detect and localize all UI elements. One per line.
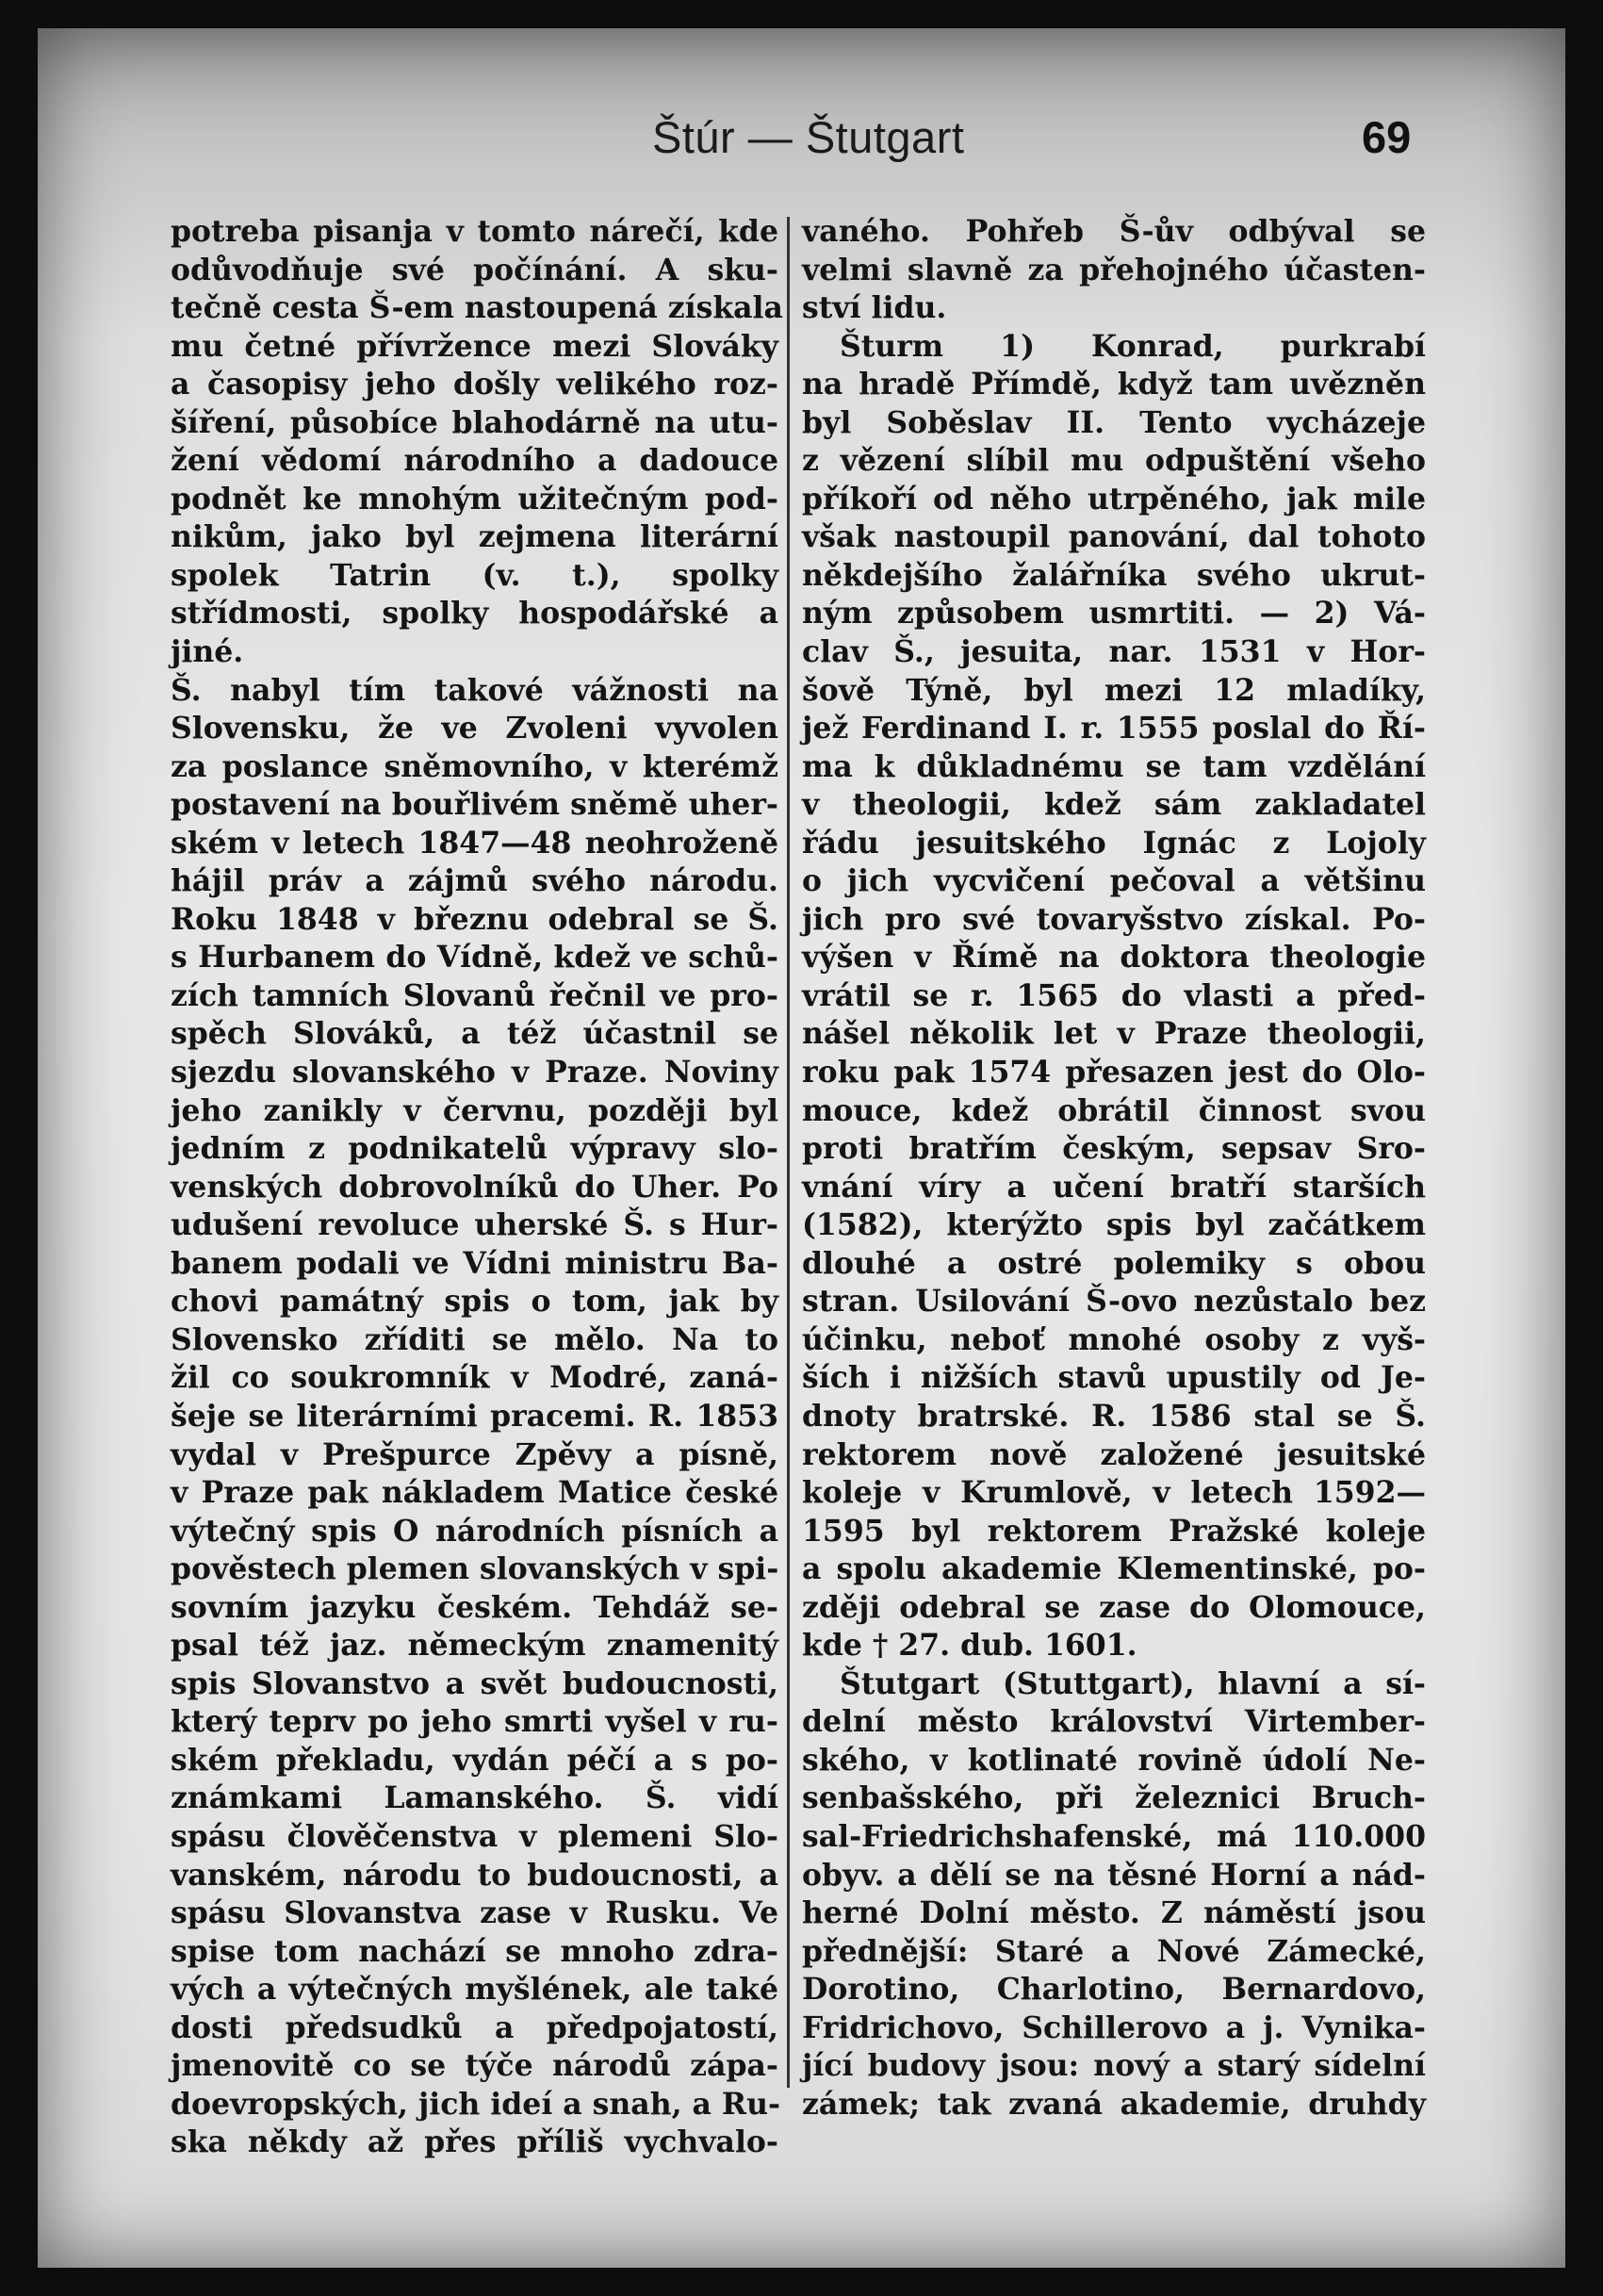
text-line: sal-Friedrichshafenské, má 110.000 — [802, 1818, 1426, 1854]
text-line: někdejšího žalářníka svého ukrut- — [802, 557, 1426, 593]
text-line: zději odebral se zase do Olomouce, — [802, 1589, 1426, 1625]
text-line: koleje v Krumlově, v letech 1592— — [802, 1475, 1426, 1511]
text-line: delní město království Virtember- — [802, 1704, 1426, 1740]
text-line: Slovensku, že ve Zvoleni vyvolen — [171, 711, 778, 746]
text-line: tečně cesta Š-em nastoupená získala — [171, 290, 783, 326]
text-line: herné Dolní město. Z náměstí jsou — [802, 1895, 1426, 1931]
text-line: vých a výtečných myšlének, ale také — [171, 1972, 778, 2008]
text-line: Š. nabyl tím takové vážnosti na — [171, 672, 778, 708]
text-line: výtečný spis O národních písních a — [171, 1513, 778, 1549]
text-line: ným způsobem usmrtiti. — 2) Vá- — [802, 596, 1426, 631]
text-line: odůvodňuje své počínání. A sku- — [171, 252, 778, 287]
text-line: venských dobrovolníků do Uher. Po — [171, 1169, 778, 1205]
text-line: spise tom nachází se mnoho zdra- — [171, 1933, 778, 1969]
text-line: spásu člověčenstva v plemeni Slo- — [171, 1818, 778, 1854]
text-line: ského, v kotlinaté rovině údolí Ne- — [802, 1742, 1426, 1778]
text-line: Dorotino, Charlotino, Bernardovo, — [802, 1972, 1426, 2008]
text-line: přednější: Staré a Nové Zámecké, — [802, 1933, 1426, 1969]
text-line: žil co soukromník v Modré, zaná- — [171, 1360, 778, 1396]
text-line: (1582), kterýžto spis byl začátkem — [802, 1207, 1426, 1243]
text-line: a časopisy jeho došly velikého roz- — [171, 367, 778, 402]
text-line: na hradě Přímdě, když tam uvězněn — [802, 367, 1426, 402]
text-line: velmi slavně za přehojného účasten- — [802, 252, 1426, 287]
text-line: jedním z podnikatelů výpravy slo- — [171, 1131, 778, 1167]
text-line: ství lidu. — [802, 290, 947, 326]
text-line: banem podali ve Vídni ministru Ba- — [171, 1245, 778, 1281]
text-line: ském překladu, vydán péčí a s po- — [171, 1742, 778, 1778]
text-line: byl Soběslav II. Tento vycházeje — [802, 404, 1426, 440]
book-page — [38, 28, 1565, 2268]
text-line: podnět ke mnohým užitečným pod- — [171, 481, 778, 517]
text-line: jící budovy jsou: nový a starý sídelní — [802, 2048, 1426, 2084]
text-line: spásu Slovanstva zase v Rusku. Ve — [171, 1895, 778, 1931]
text-line: šeje se literárními pracemi. R. 1853 — [171, 1398, 778, 1434]
text-line: ma k důkladnému se tam vzdělání — [802, 748, 1426, 784]
text-line: dnoty bratrské. R. 1586 stal se Š. — [802, 1398, 1426, 1434]
text-line: šově Týně, byl mezi 12 mladíky, — [802, 672, 1426, 708]
text-line: příkoří od něho utrpěného, jak mile — [802, 481, 1426, 517]
text-line: sovním jazyku českém. Tehdáž se- — [171, 1589, 778, 1625]
text-line: výšen v Římě na doktora theologie — [802, 940, 1426, 976]
right-column — [802, 213, 1426, 2124]
text-line: postavení na bouřlivém sněmě uher- — [171, 787, 778, 823]
text-line: který teprv po jeho smrti vyšel v ru- — [171, 1704, 778, 1740]
text-line: vanském, národu to budoucnosti, a — [171, 1857, 778, 1893]
text-line: za poslance sněmovního, v kterémž — [171, 748, 778, 784]
page-header — [38, 94, 1565, 179]
text-line: 1595 byl rektorem Pražské koleje — [802, 1513, 1426, 1549]
text-line: o jich vycvičení pečoval a většinu — [802, 863, 1426, 899]
text-line: v Praze pak nákladem Matice české — [171, 1475, 778, 1511]
text-line: dlouhé a ostré polemiky s obou — [802, 1245, 1426, 1281]
text-line: Roku 1848 v březnu odebral se Š. — [171, 901, 778, 937]
page-number: 69 — [1362, 112, 1412, 162]
text-line: v theologii, kdež sám zakladatel — [802, 787, 1426, 823]
text-line: vaného. Pohřeb Š-ův odbýval se — [802, 214, 1426, 249]
text-line: spolek Tatrin (v. t.), spolky střídmosti, spolky hospodářské a jiné. — [171, 557, 778, 670]
text-line: chovi památný spis o tom, jak by — [171, 1284, 778, 1320]
text-line: jež Ferdinand I. r. 1555 poslal do Ří- — [802, 711, 1426, 746]
text-line: s Hurbanem do Vídně, kdež ve schů- — [171, 940, 778, 976]
text-line: proti bratřím českým, sepsav Sro- — [802, 1131, 1426, 1167]
text-line: jmenovitě co se týče národů zápa- — [171, 2048, 778, 2084]
text-line: z vězení slíbil mu odpuštění všeho — [802, 443, 1426, 479]
text-line: zámek; tak zvaná akademie, druhdy — [802, 2086, 1426, 2122]
column-rule — [787, 217, 790, 2088]
text-line: žení vědomí národního a dadouce — [171, 443, 778, 479]
text-line: mu četné přívržence mezi Slováky — [171, 328, 778, 364]
text-line: ších i nižších stavů upustily od Je- — [802, 1360, 1426, 1396]
text-line: psal též jaz. německým znamenitý — [171, 1628, 778, 1664]
text-line: Šturm 1) Konrad, purkrabí — [840, 328, 1426, 364]
text-line: šíření, působíce blahodárně na utu- — [171, 404, 778, 440]
text-line: vydal v Prešpurce Zpěvy a písně, — [171, 1436, 778, 1472]
text-line: clav Š., jesuita, nar. 1531 v Hor- — [802, 634, 1426, 670]
text-line: Štutgart (Stuttgart), hlavní a sí- — [840, 1665, 1426, 1701]
running-head: Štúr — Štutgart — [652, 112, 965, 162]
text-line: dosti předsudků a předpojatostí, — [171, 2009, 778, 2045]
text-line: jich pro své tovaryšstvo získal. Po- — [802, 901, 1426, 937]
text-line: obyv. a dělí se na těsné Horní a nád- — [802, 1857, 1426, 1893]
text-line: sjezdu slovanského v Praze. Noviny — [171, 1055, 778, 1091]
text-line: řádu jesuitského Ignác z Lojoly — [802, 825, 1426, 861]
text-line: účinku, neboť mnohé osoby z vyš- — [802, 1321, 1426, 1357]
text-line: roku pak 1574 přesazen jest do Olo- — [802, 1055, 1426, 1091]
text-line: hájil práv a zájmů svého národu. — [171, 863, 778, 899]
text-line: spěch Slováků, a též účastnil se — [171, 1016, 778, 1052]
text-line: ském v letech 1847—48 neohroženě — [171, 825, 778, 861]
text-line: jeho zanikly v červnu, později byl — [171, 1092, 778, 1128]
text-line: pověstech plemen slovanských v spi- — [171, 1551, 779, 1587]
text-line: mouce, kdež obrátil činnost svou — [802, 1092, 1426, 1128]
text-line: však nastoupil panování, dal tohoto — [802, 519, 1426, 555]
text-line: Slovensko zříditi se mělo. Na to — [171, 1321, 778, 1357]
text-line: potreba pisanja v tomto nárečí, kde — [171, 214, 778, 249]
text-line: kde † 27. dub. 1601. — [802, 1628, 1137, 1664]
text-line: doevropských, jich ideí a snah, a Ru- — [171, 2086, 781, 2122]
text-line: nikům, jako byl zejmena literární — [171, 519, 778, 555]
text-line: vrátil se r. 1565 do vlasti a před- — [802, 977, 1426, 1013]
left-column — [171, 213, 783, 2162]
text-line: udušení revoluce uherské Š. s Hur- — [171, 1207, 778, 1243]
text-line: senbašského, při železnici Bruch- — [802, 1780, 1426, 1816]
text-line: vnání víry a učení bratří starších — [802, 1169, 1426, 1205]
text-line: nášel několik let v Praze theologii, — [802, 1016, 1426, 1052]
text-line: Fridrichovo, Schillerovo a j. Vynika- — [802, 2009, 1426, 2045]
text-line: známkami Lamanského. Š. vidí — [171, 1780, 778, 1816]
text-line: spis Slovanstvo a svět budoucnosti, — [171, 1665, 778, 1701]
text-line: a spolu akademie Klementinské, po- — [802, 1551, 1426, 1587]
text-line: stran. Usilování Š-ovo nezůstalo bez — [802, 1284, 1426, 1320]
text-line: zích tamních Slovanů řečnil ve pro- — [171, 977, 778, 1013]
text-line: ska někdy až přes příliš vychvalo- — [171, 2124, 778, 2160]
text-line: rektorem nově založené jesuitské — [802, 1436, 1426, 1472]
